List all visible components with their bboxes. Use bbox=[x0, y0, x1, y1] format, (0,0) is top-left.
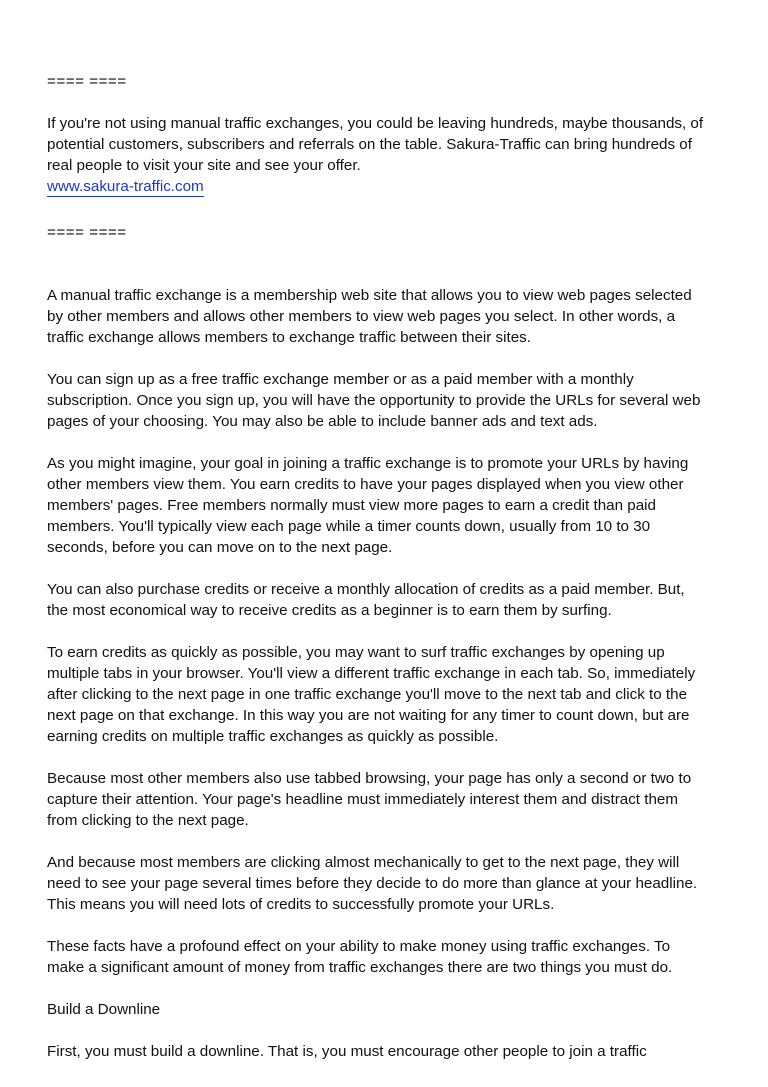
link-line bbox=[47, 176, 737, 197]
body-paragraph: And because most members are clicking almost mechanically to get to the next page, they will need to see your page several times before they decide to do more than glance at your headline. This means you will need lots of credits to successfully promote your URLs. bbox=[47, 854, 698, 913]
body-paragraph: A manual traffic exchange is a membership web site that allows you to view web pages selected by other members and allows other members to view web pages you select. In other words, a traffic exchange allows members to exchange traffic between their sites. bbox=[47, 287, 692, 346]
separator-top: ==== ==== bbox=[47, 73, 127, 90]
intro-paragraph: If you're not using manual traffic exchanges, you could be leaving hundreds, maybe thousands, of potential customers, subscribers and referrals on the table. Sakura-Traffic can bring hundreds of real people to visit your site and see your offer. bbox=[47, 115, 704, 174]
sakura-traffic-link[interactable]: www.sakura-traffic.com bbox=[47, 178, 204, 195]
document-page bbox=[47, 71, 737, 1062]
body-paragraph: You can sign up as a free traffic exchange member or as a paid member with a monthly subscription. Once you sign up, you will have the opportunity to provide the URLs for several web pages of your choosing. You may also be able to include banner ads and text ads. bbox=[47, 371, 701, 430]
separator-bottom: ==== ==== bbox=[47, 224, 127, 241]
body-paragraph: Because most other members also use tabbed browsing, your page has only a second or two to capture their attention. Your page's headline must immediately interest them and distract them from clicking to the next page. bbox=[47, 770, 692, 829]
body-paragraph: These facts have a profound effect on your ability to make money using traffic exchanges. To make a significant amount of money from traffic exchanges there are two things you must do. bbox=[47, 938, 673, 976]
body-paragraph: As you might imagine, your goal in joining a traffic exchange is to promote your URLs by having other members view them. You earn credits to have your pages displayed when you view other members' pages. Free members normally must view more pages to earn a credit than paid members. You'll typically view each page while a timer counts down, usually from 10 to 30 seconds, before you can move on to the next page. bbox=[47, 455, 689, 556]
body-paragraph: You can also purchase credits or receive a monthly allocation of credits as a paid member. But, the most economical way to receive credits as a beginner is to earn them by surfing. bbox=[47, 581, 685, 619]
body-paragraph: To earn credits as quickly as possible, you may want to surf traffic exchanges by opening up multiple tabs in your browser. You'll view a different traffic exchange in each tab. So, immediately after clicking to the next page in one traffic exchange you'll move to the next tab and click to the next page on that exchange. In this way you are not waiting for any timer to count down, but are earning credits on multiple traffic exchanges as quickly as possible. bbox=[47, 644, 696, 745]
body-paragraph: First, you must build a downline. That is, you must encourage other people to join a traffic bbox=[47, 1043, 647, 1060]
section-heading: Build a Downline bbox=[47, 1001, 161, 1018]
